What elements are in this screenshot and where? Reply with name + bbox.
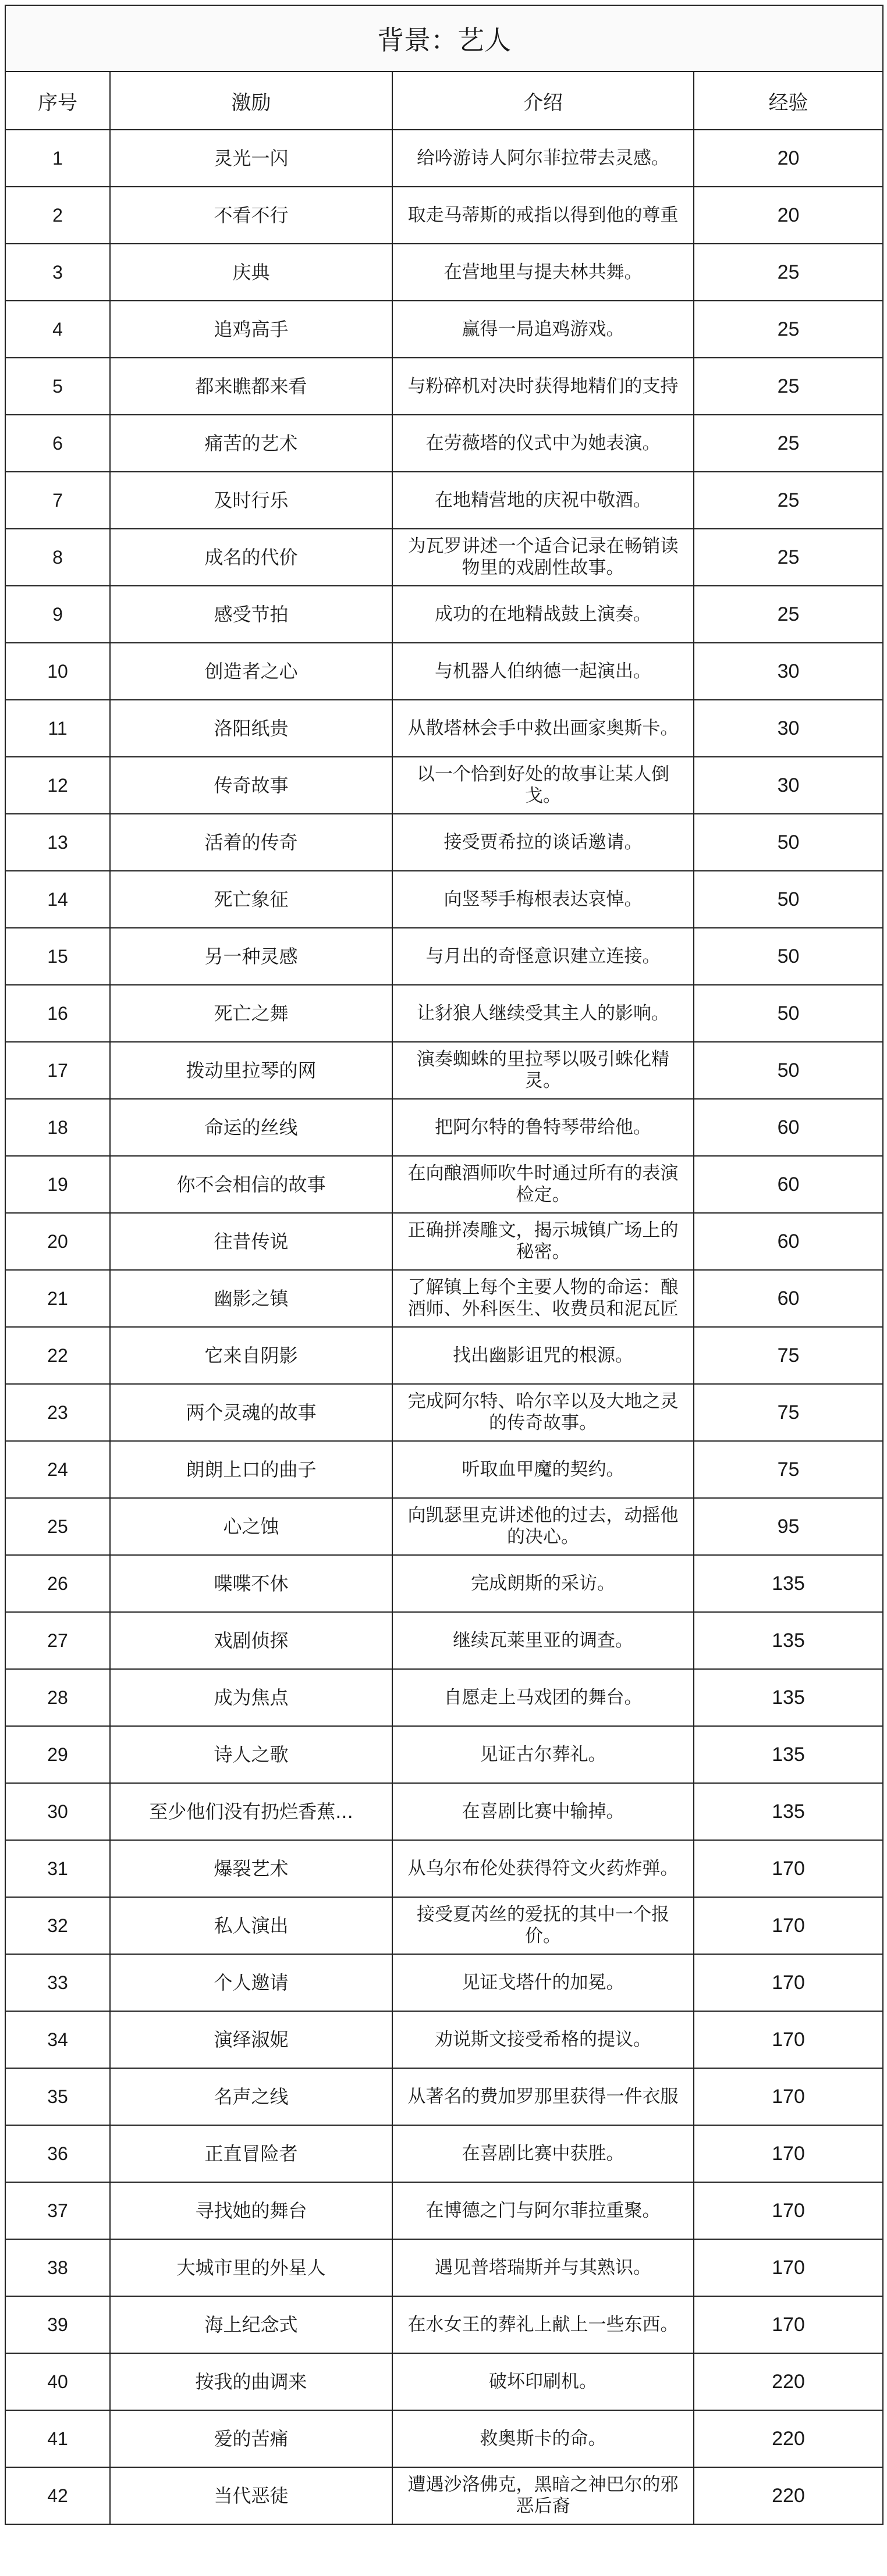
table-row [5, 1726, 883, 1783]
row-description-cell: 在地精营地的庆祝中敬酒。 [392, 472, 694, 529]
row-number-cell: 4 [5, 301, 110, 358]
table-row [5, 1612, 883, 1669]
table-row [5, 1156, 883, 1213]
row-incentive-cell: 爱的苦痛 [110, 2410, 392, 2467]
row-description-cell: 继续瓦莱里亚的调查。 [392, 1612, 694, 1669]
row-number-cell: 6 [5, 415, 110, 472]
row-experience-cell: 170 [694, 1897, 883, 1954]
table-row [5, 472, 883, 529]
row-description-cell: 以一个恰到好处的故事让某人倒戈。 [392, 757, 694, 814]
row-incentive-cell: 按我的曲调来 [110, 2353, 392, 2410]
header-experience: 经验 [694, 72, 883, 130]
row-experience-cell: 50 [694, 1042, 883, 1099]
row-incentive-cell: 命运的丝线 [110, 1099, 392, 1156]
row-number-cell: 41 [5, 2410, 110, 2467]
row-number-cell: 27 [5, 1612, 110, 1669]
header-row [5, 72, 883, 130]
row-experience-cell: 170 [694, 2011, 883, 2068]
table-row [5, 757, 883, 814]
row-experience-cell: 25 [694, 301, 883, 358]
row-incentive-cell: 海上纪念式 [110, 2296, 392, 2353]
row-number-cell: 35 [5, 2068, 110, 2125]
table-row [5, 1555, 883, 1612]
row-description-cell: 自愿走上马戏团的舞台。 [392, 1669, 694, 1726]
row-number-cell: 14 [5, 871, 110, 928]
row-description-cell: 从乌尔布伦处获得符文火药炸弹。 [392, 1840, 694, 1897]
row-incentive-cell: 都来瞧都来看 [110, 358, 392, 415]
row-number-cell: 13 [5, 814, 110, 871]
row-number-cell: 22 [5, 1327, 110, 1384]
row-number-cell: 29 [5, 1726, 110, 1783]
row-incentive-cell: 大城市里的外星人 [110, 2239, 392, 2296]
row-description-cell: 遭遇沙洛佛克，黑暗之神巴尔的邪恶后裔 [392, 2467, 694, 2524]
table-row [5, 2239, 883, 2296]
table-row [5, 700, 883, 757]
row-description-cell: 向凯瑟里克讲述他的过去，动摇他的决心。 [392, 1498, 694, 1555]
row-description-cell: 劝说斯文接受希格的提议。 [392, 2011, 694, 2068]
row-number-cell: 9 [5, 586, 110, 643]
row-number-cell: 38 [5, 2239, 110, 2296]
row-incentive-cell: 庆典 [110, 244, 392, 301]
row-incentive-cell: 传奇故事 [110, 757, 392, 814]
row-incentive-cell: 爆裂艺术 [110, 1840, 392, 1897]
row-number-cell: 16 [5, 985, 110, 1042]
row-experience-cell: 20 [694, 187, 883, 244]
row-incentive-cell: 成名的代价 [110, 529, 392, 586]
row-number-cell: 26 [5, 1555, 110, 1612]
row-number-cell: 23 [5, 1384, 110, 1441]
row-incentive-cell: 心之蚀 [110, 1498, 392, 1555]
row-incentive-cell: 两个灵魂的故事 [110, 1384, 392, 1441]
row-experience-cell: 220 [694, 2410, 883, 2467]
row-experience-cell: 170 [694, 1840, 883, 1897]
row-description-cell: 接受贾希拉的谈话邀请。 [392, 814, 694, 871]
row-number-cell: 12 [5, 757, 110, 814]
table-row [5, 1954, 883, 2011]
row-description-cell: 从著名的费加罗那里获得一件衣服 [392, 2068, 694, 2125]
row-incentive-cell: 洛阳纸贵 [110, 700, 392, 757]
table-row [5, 1327, 883, 1384]
table-row [5, 2353, 883, 2410]
row-incentive-cell: 演绎淑妮 [110, 2011, 392, 2068]
row-number-cell: 17 [5, 1042, 110, 1099]
row-description-cell: 从散塔林会手中救出画家奥斯卡。 [392, 700, 694, 757]
row-description-cell: 在喜剧比赛中获胜。 [392, 2125, 694, 2182]
row-description-cell: 成功的在地精战鼓上演奏。 [392, 586, 694, 643]
row-incentive-cell: 不看不行 [110, 187, 392, 244]
row-experience-cell: 60 [694, 1213, 883, 1270]
row-number-cell: 20 [5, 1213, 110, 1270]
row-experience-cell: 50 [694, 985, 883, 1042]
row-number-cell: 7 [5, 472, 110, 529]
row-description-cell: 在劳薇塔的仪式中为她表演。 [392, 415, 694, 472]
row-description-cell: 把阿尔特的鲁特琴带给他。 [392, 1099, 694, 1156]
table-row [5, 1498, 883, 1555]
row-description-cell: 见证古尔葬礼。 [392, 1726, 694, 1783]
row-description-cell: 赢得一局追鸡游戏。 [392, 301, 694, 358]
row-incentive-cell: 当代恶徒 [110, 2467, 392, 2524]
table-row [5, 643, 883, 700]
row-experience-cell: 60 [694, 1156, 883, 1213]
row-incentive-cell: 名声之线 [110, 2068, 392, 2125]
row-experience-cell: 135 [694, 1726, 883, 1783]
header-number: 序号 [5, 72, 110, 130]
row-incentive-cell: 死亡象征 [110, 871, 392, 928]
row-number-cell: 25 [5, 1498, 110, 1555]
row-incentive-cell: 灵光一闪 [110, 130, 392, 187]
row-description-cell: 给吟游诗人阿尔菲拉带去灵感。 [392, 130, 694, 187]
table-body [5, 130, 883, 2524]
row-description-cell: 正确拼凑雕文，揭示城镇广场上的秘密。 [392, 1213, 694, 1270]
table-row [5, 1897, 883, 1954]
row-incentive-cell: 喋喋不休 [110, 1555, 392, 1612]
row-experience-cell: 25 [694, 472, 883, 529]
row-experience-cell: 50 [694, 871, 883, 928]
row-incentive-cell: 它来自阴影 [110, 1327, 392, 1384]
row-number-cell: 32 [5, 1897, 110, 1954]
row-number-cell: 42 [5, 2467, 110, 2524]
table-row [5, 2011, 883, 2068]
row-experience-cell: 220 [694, 2353, 883, 2410]
row-description-cell: 演奏蜘蛛的里拉琴以吸引蛛化精灵。 [392, 1042, 694, 1099]
row-incentive-cell: 拨动里拉琴的网 [110, 1042, 392, 1099]
table-row [5, 2182, 883, 2239]
row-description-cell: 为瓦罗讲述一个适合记录在畅销读物里的戏剧性故事。 [392, 529, 694, 586]
row-experience-cell: 170 [694, 2239, 883, 2296]
row-description-cell: 完成阿尔特、哈尔辛以及大地之灵的传奇故事。 [392, 1384, 694, 1441]
table-row [5, 187, 883, 244]
table-row [5, 586, 883, 643]
row-experience-cell: 170 [694, 2068, 883, 2125]
row-number-cell: 5 [5, 358, 110, 415]
row-incentive-cell: 成为焦点 [110, 1669, 392, 1726]
row-experience-cell: 25 [694, 358, 883, 415]
achievement-table [5, 5, 884, 2525]
row-incentive-cell: 戏剧侦探 [110, 1612, 392, 1669]
table-row [5, 985, 883, 1042]
row-number-cell: 39 [5, 2296, 110, 2353]
table-row [5, 301, 883, 358]
table-row [5, 814, 883, 871]
row-number-cell: 3 [5, 244, 110, 301]
row-experience-cell: 170 [694, 2296, 883, 2353]
row-incentive-cell: 创造者之心 [110, 643, 392, 700]
row-experience-cell: 170 [694, 1954, 883, 2011]
row-description-cell: 与机器人伯纳德一起演出。 [392, 643, 694, 700]
achievement-table-container [5, 5, 882, 2525]
row-experience-cell: 50 [694, 814, 883, 871]
table-row [5, 2467, 883, 2524]
row-incentive-cell: 往昔传说 [110, 1213, 392, 1270]
row-incentive-cell: 诗人之歌 [110, 1726, 392, 1783]
row-description-cell: 接受夏芮丝的爱抚的其中一个报价。 [392, 1897, 694, 1954]
row-number-cell: 21 [5, 1270, 110, 1327]
row-incentive-cell: 朗朗上口的曲子 [110, 1441, 392, 1498]
row-experience-cell: 220 [694, 2467, 883, 2524]
row-number-cell: 31 [5, 1840, 110, 1897]
table-row [5, 2125, 883, 2182]
row-description-cell: 在博德之门与阿尔菲拉重聚。 [392, 2182, 694, 2239]
table-row [5, 1099, 883, 1156]
row-description-cell: 救奥斯卡的命。 [392, 2410, 694, 2467]
table-row [5, 2410, 883, 2467]
row-incentive-cell: 死亡之舞 [110, 985, 392, 1042]
table-row [5, 244, 883, 301]
row-experience-cell: 75 [694, 1384, 883, 1441]
row-description-cell: 在向酿酒师吹牛时通过所有的表演检定。 [392, 1156, 694, 1213]
table-row [5, 1783, 883, 1840]
row-experience-cell: 95 [694, 1498, 883, 1555]
row-incentive-cell: 追鸡高手 [110, 301, 392, 358]
row-description-cell: 让豺狼人继续受其主人的影响。 [392, 985, 694, 1042]
row-number-cell: 28 [5, 1669, 110, 1726]
table-row [5, 2068, 883, 2125]
row-experience-cell: 135 [694, 1555, 883, 1612]
row-number-cell: 36 [5, 2125, 110, 2182]
row-experience-cell: 25 [694, 244, 883, 301]
row-experience-cell: 75 [694, 1441, 883, 1498]
row-incentive-cell: 寻找她的舞台 [110, 2182, 392, 2239]
row-experience-cell: 30 [694, 643, 883, 700]
row-number-cell: 10 [5, 643, 110, 700]
header-description: 介绍 [392, 72, 694, 130]
row-number-cell: 37 [5, 2182, 110, 2239]
row-experience-cell: 75 [694, 1327, 883, 1384]
row-number-cell: 18 [5, 1099, 110, 1156]
table-row [5, 871, 883, 928]
row-experience-cell: 50 [694, 928, 883, 985]
row-incentive-cell: 至少他们没有扔烂香蕉... [110, 1783, 392, 1840]
row-description-cell: 遇见普塔瑞斯并与其熟识。 [392, 2239, 694, 2296]
row-number-cell: 2 [5, 187, 110, 244]
row-incentive-cell: 活着的传奇 [110, 814, 392, 871]
row-incentive-cell: 私人演出 [110, 1897, 392, 1954]
row-incentive-cell: 另一种灵感 [110, 928, 392, 985]
row-description-cell: 取走马蒂斯的戒指以得到他的尊重 [392, 187, 694, 244]
row-number-cell: 24 [5, 1441, 110, 1498]
row-number-cell: 15 [5, 928, 110, 985]
row-description-cell: 完成朗斯的采访。 [392, 1555, 694, 1612]
table-row [5, 1384, 883, 1441]
row-description-cell: 与月出的奇怪意识建立连接。 [392, 928, 694, 985]
table-row [5, 529, 883, 586]
table-row [5, 1840, 883, 1897]
row-description-cell: 在水女王的葬礼上献上一些东西。 [392, 2296, 694, 2353]
table-row [5, 415, 883, 472]
row-number-cell: 30 [5, 1783, 110, 1840]
row-number-cell: 8 [5, 529, 110, 586]
row-experience-cell: 25 [694, 415, 883, 472]
row-description-cell: 在营地里与提夫林共舞。 [392, 244, 694, 301]
row-experience-cell: 30 [694, 700, 883, 757]
row-incentive-cell: 及时行乐 [110, 472, 392, 529]
row-incentive-cell: 正直冒险者 [110, 2125, 392, 2182]
row-incentive-cell: 幽影之镇 [110, 1270, 392, 1327]
row-description-cell: 与粉碎机对决时获得地精们的支持 [392, 358, 694, 415]
table-row [5, 1213, 883, 1270]
table-row [5, 1441, 883, 1498]
row-experience-cell: 25 [694, 529, 883, 586]
row-experience-cell: 135 [694, 1783, 883, 1840]
row-incentive-cell: 痛苦的艺术 [110, 415, 392, 472]
row-description-cell: 见证戈塔什的加冕。 [392, 1954, 694, 2011]
row-description-cell: 了解镇上每个主要人物的命运：酿酒师、外科医生、收费员和泥瓦匠 [392, 1270, 694, 1327]
row-description-cell: 向竖琴手梅根表达哀悼。 [392, 871, 694, 928]
row-experience-cell: 30 [694, 757, 883, 814]
header-incentive: 激励 [110, 72, 392, 130]
row-experience-cell: 60 [694, 1099, 883, 1156]
row-description-cell: 破坏印刷机。 [392, 2353, 694, 2410]
row-experience-cell: 170 [694, 2182, 883, 2239]
row-description-cell: 找出幽影诅咒的根源。 [392, 1327, 694, 1384]
row-incentive-cell: 你不会相信的故事 [110, 1156, 392, 1213]
table-row [5, 928, 883, 985]
row-experience-cell: 60 [694, 1270, 883, 1327]
row-experience-cell: 135 [694, 1669, 883, 1726]
table-row [5, 130, 883, 187]
table-title: 背景：艺人 [5, 5, 883, 72]
row-incentive-cell: 个人邀请 [110, 1954, 392, 2011]
row-number-cell: 1 [5, 130, 110, 187]
row-number-cell: 40 [5, 2353, 110, 2410]
row-incentive-cell: 感受节拍 [110, 586, 392, 643]
row-description-cell: 听取血甲魔的契约。 [392, 1441, 694, 1498]
row-experience-cell: 135 [694, 1612, 883, 1669]
row-description-cell: 在喜剧比赛中输掉。 [392, 1783, 694, 1840]
row-number-cell: 34 [5, 2011, 110, 2068]
table-row [5, 1270, 883, 1327]
row-number-cell: 33 [5, 1954, 110, 2011]
row-number-cell: 11 [5, 700, 110, 757]
row-experience-cell: 20 [694, 130, 883, 187]
table-row [5, 358, 883, 415]
row-experience-cell: 25 [694, 586, 883, 643]
table-row [5, 2296, 883, 2353]
table-row [5, 1669, 883, 1726]
table-row [5, 1042, 883, 1099]
row-number-cell: 19 [5, 1156, 110, 1213]
row-experience-cell: 170 [694, 2125, 883, 2182]
